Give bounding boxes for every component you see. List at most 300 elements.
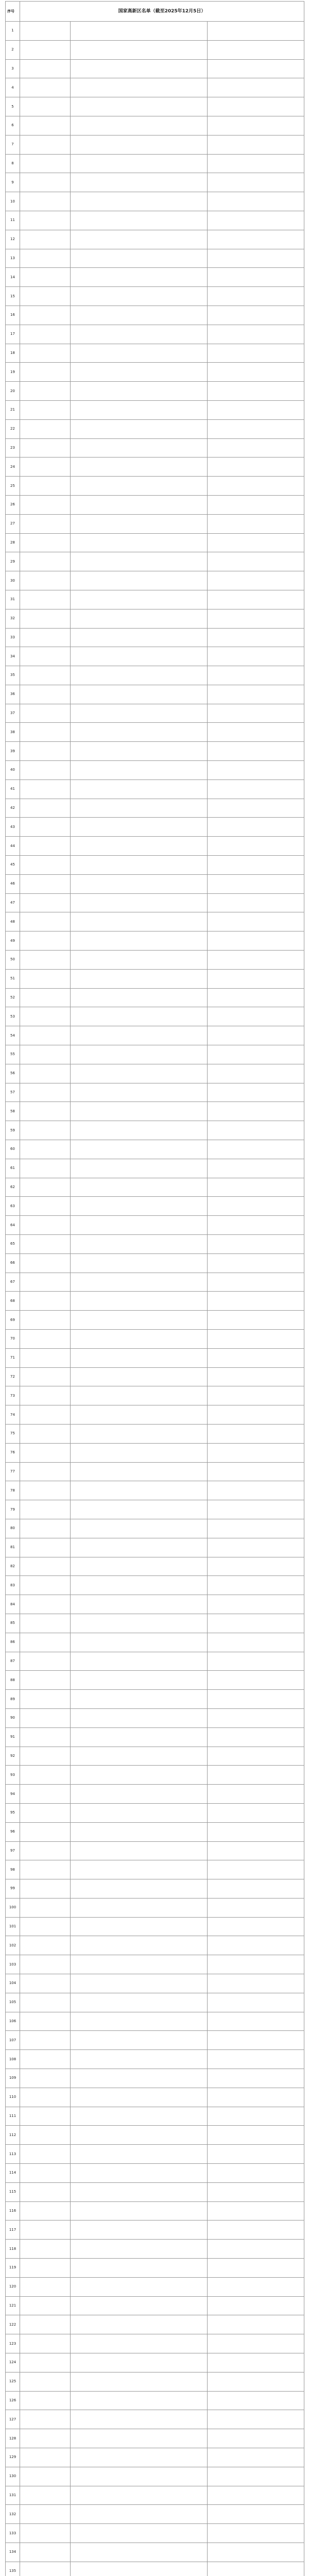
row-region <box>20 1538 71 1557</box>
row-region <box>20 1292 71 1311</box>
table-row <box>6 1292 304 1311</box>
row-approval-date <box>208 1917 304 1936</box>
row-zone-name <box>71 704 208 723</box>
row-region <box>20 552 71 571</box>
row-zone-name <box>71 2524 208 2543</box>
table-row <box>6 988 304 1007</box>
row-number: 110 <box>6 2088 20 2107</box>
row-zone-name <box>71 1955 208 1974</box>
row-zone-name <box>71 2410 208 2429</box>
row-number: 12 <box>6 230 20 249</box>
table-row <box>6 1690 304 1709</box>
table-row <box>6 1595 304 1614</box>
row-number: 67 <box>6 1273 20 1292</box>
table-row <box>6 230 304 249</box>
row-region <box>20 761 71 780</box>
row-approval-date <box>208 951 304 970</box>
row-zone-name <box>71 1708 208 1727</box>
row-region <box>20 2448 71 2467</box>
row-region <box>20 40 71 59</box>
row-number: 129 <box>6 2448 20 2467</box>
row-region <box>20 2012 71 2031</box>
table-row <box>6 609 304 628</box>
table-row <box>6 154 304 173</box>
row-number: 83 <box>6 1576 20 1595</box>
row-zone-name <box>71 1974 208 1993</box>
row-approval-date <box>208 779 304 799</box>
row-number: 81 <box>6 1538 20 1557</box>
row-zone-name <box>71 1121 208 1140</box>
row-approval-date <box>208 1803 304 1822</box>
row-region <box>20 1766 71 1785</box>
row-region <box>20 1273 71 1292</box>
row-zone-name <box>71 1519 208 1538</box>
row-zone-name <box>71 230 208 249</box>
row-region <box>20 571 71 590</box>
row-number: 106 <box>6 2012 20 2031</box>
row-number: 35 <box>6 666 20 685</box>
row-zone-name <box>71 1841 208 1860</box>
row-region <box>20 59 71 78</box>
row-approval-date <box>208 2372 304 2391</box>
table-row <box>6 2088 304 2107</box>
row-region <box>20 1045 71 1064</box>
row-approval-date <box>208 1690 304 1709</box>
row-approval-date <box>208 912 304 931</box>
row-zone-name <box>71 2012 208 2031</box>
table-row <box>6 2221 304 2240</box>
row-region <box>20 1140 71 1159</box>
row-number: 76 <box>6 1443 20 1462</box>
table-row <box>6 59 304 78</box>
row-region <box>20 382 71 401</box>
row-zone-name <box>71 59 208 78</box>
row-number: 14 <box>6 268 20 287</box>
row-region <box>20 1064 71 1083</box>
row-zone-name <box>71 2429 208 2448</box>
row-region <box>20 1879 71 1899</box>
table-row <box>6 2334 304 2353</box>
table-row <box>6 969 304 988</box>
row-approval-date <box>208 609 304 628</box>
row-zone-name <box>71 685 208 704</box>
row-region <box>20 400 71 419</box>
row-approval-date <box>208 2486 304 2505</box>
row-number: 96 <box>6 1822 20 1841</box>
row-number: 69 <box>6 1311 20 1330</box>
row-number: 34 <box>6 647 20 666</box>
table-row <box>6 1462 304 1481</box>
table-row <box>6 495 304 514</box>
row-region <box>20 837 71 856</box>
row-approval-date <box>208 230 304 249</box>
row-approval-date <box>208 1367 304 1386</box>
row-region <box>20 2031 71 2050</box>
table-row <box>6 1329 304 1348</box>
row-zone-name <box>71 1690 208 1709</box>
row-approval-date <box>208 325 304 344</box>
table-row <box>6 666 304 685</box>
row-number: 13 <box>6 249 20 268</box>
row-zone-name <box>71 2448 208 2467</box>
row-number: 127 <box>6 2410 20 2429</box>
row-zone-name <box>71 1898 208 1917</box>
row-zone-name <box>71 1538 208 1557</box>
table-row <box>6 382 304 401</box>
row-region <box>20 533 71 552</box>
row-number: 9 <box>6 173 20 192</box>
row-region <box>20 2088 71 2107</box>
row-zone-name <box>71 533 208 552</box>
row-region <box>20 2486 71 2505</box>
row-region <box>20 2296 71 2315</box>
row-number: 63 <box>6 1197 20 1216</box>
row-approval-date <box>208 704 304 723</box>
row-number: 49 <box>6 931 20 951</box>
row-number: 59 <box>6 1121 20 1140</box>
row-region <box>20 1917 71 1936</box>
row-number: 5 <box>6 97 20 116</box>
row-approval-date <box>208 1292 304 1311</box>
row-number: 51 <box>6 969 20 988</box>
row-approval-date <box>208 2240 304 2259</box>
row-region <box>20 742 71 761</box>
row-zone-name <box>71 1178 208 1197</box>
row-zone-name <box>71 2315 208 2334</box>
row-zone-name <box>71 1102 208 1121</box>
row-zone-name <box>71 382 208 401</box>
row-region <box>20 1727 71 1747</box>
row-zone-name <box>71 477 208 496</box>
row-region <box>20 2182 71 2201</box>
row-approval-date <box>208 477 304 496</box>
row-region <box>20 78 71 97</box>
row-approval-date <box>208 2259 304 2278</box>
row-approval-date <box>208 1898 304 1917</box>
table-row <box>6 1727 304 1747</box>
table-row <box>6 1785 304 1804</box>
table-row <box>6 552 304 571</box>
table-row <box>6 1898 304 1917</box>
row-approval-date <box>208 1519 304 1538</box>
table-row <box>6 1879 304 1899</box>
row-region <box>20 1197 71 1216</box>
row-zone-name <box>71 1197 208 1216</box>
row-approval-date <box>208 1026 304 1045</box>
row-number: 65 <box>6 1235 20 1254</box>
row-zone-name <box>71 856 208 875</box>
row-region <box>20 1652 71 1671</box>
table-row <box>6 2107 304 2126</box>
row-region <box>20 912 71 931</box>
row-region <box>20 1329 71 1348</box>
table-title-row <box>6 2 304 22</box>
row-approval-date <box>208 59 304 78</box>
row-number: 73 <box>6 1386 20 1405</box>
row-approval-date <box>208 1785 304 1804</box>
row-region <box>20 856 71 875</box>
row-approval-date <box>208 799 304 818</box>
row-region <box>20 685 71 704</box>
table-row <box>6 1367 304 1386</box>
table-row <box>6 1557 304 1576</box>
row-number: 87 <box>6 1652 20 1671</box>
table-row <box>6 325 304 344</box>
row-zone-name <box>71 40 208 59</box>
row-region <box>20 287 71 306</box>
row-zone-name <box>71 1159 208 1178</box>
table-row <box>6 97 304 116</box>
row-approval-date <box>208 2012 304 2031</box>
row-approval-date <box>208 1348 304 1367</box>
row-region <box>20 1386 71 1405</box>
row-region <box>20 438 71 457</box>
table-row <box>6 2259 304 2278</box>
row-number: 132 <box>6 2505 20 2524</box>
row-region <box>20 2467 71 2486</box>
table-row <box>6 1026 304 1045</box>
row-approval-date <box>208 1557 304 1576</box>
table-row <box>6 1519 304 1538</box>
table-row <box>6 1974 304 1993</box>
table-row <box>6 1140 304 1159</box>
row-region <box>20 893 71 912</box>
row-approval-date <box>208 628 304 647</box>
row-approval-date <box>208 2448 304 2467</box>
row-zone-name <box>71 2126 208 2145</box>
row-region <box>20 1253 71 1273</box>
row-number: 43 <box>6 818 20 837</box>
table-row <box>6 173 304 192</box>
table-row <box>6 2277 304 2296</box>
row-zone-name <box>71 97 208 116</box>
table-row <box>6 2296 304 2315</box>
row-zone-name <box>71 799 208 818</box>
table-row <box>6 419 304 438</box>
row-number: 44 <box>6 837 20 856</box>
row-number: 109 <box>6 2069 20 2088</box>
row-number: 70 <box>6 1329 20 1348</box>
row-number: 56 <box>6 1064 20 1083</box>
row-approval-date <box>208 1159 304 1178</box>
row-approval-date <box>208 1064 304 1083</box>
row-approval-date <box>208 2296 304 2315</box>
row-number: 92 <box>6 1747 20 1766</box>
row-region <box>20 2429 71 2448</box>
row-approval-date <box>208 590 304 609</box>
row-zone-name <box>71 2562 208 2576</box>
row-zone-name <box>71 400 208 419</box>
row-approval-date <box>208 2505 304 2524</box>
row-number: 48 <box>6 912 20 931</box>
row-zone-name <box>71 931 208 951</box>
row-region <box>20 1822 71 1841</box>
table-row <box>6 2448 304 2467</box>
row-number: 32 <box>6 609 20 628</box>
row-number: 122 <box>6 2315 20 2334</box>
row-approval-date <box>208 666 304 685</box>
table-row <box>6 438 304 457</box>
row-number: 113 <box>6 2145 20 2164</box>
row-approval-date <box>208 969 304 988</box>
table-row <box>6 2182 304 2201</box>
row-region <box>20 1348 71 1367</box>
row-number: 89 <box>6 1690 20 1709</box>
row-zone-name <box>71 211 208 230</box>
table-row <box>6 704 304 723</box>
row-approval-date <box>208 192 304 211</box>
row-approval-date <box>208 2164 304 2183</box>
table-row <box>6 2050 304 2069</box>
row-approval-date <box>208 1974 304 1993</box>
row-region <box>20 1974 71 1993</box>
row-approval-date <box>208 78 304 97</box>
table-row <box>6 1064 304 1083</box>
row-zone-name <box>71 154 208 173</box>
row-region <box>20 931 71 951</box>
row-zone-name <box>71 78 208 97</box>
row-region <box>20 951 71 970</box>
row-zone-name <box>71 1557 208 1576</box>
row-zone-name <box>71 2164 208 2183</box>
row-number: 41 <box>6 779 20 799</box>
row-zone-name <box>71 1803 208 1822</box>
table-row <box>6 742 304 761</box>
row-zone-name <box>71 1936 208 1955</box>
row-region <box>20 249 71 268</box>
row-approval-date <box>208 1879 304 1899</box>
row-region <box>20 704 71 723</box>
row-region <box>20 628 71 647</box>
table-row <box>6 1955 304 1974</box>
table-row <box>6 628 304 647</box>
row-approval-date <box>208 2031 304 2050</box>
table-row <box>6 2467 304 2486</box>
row-zone-name <box>71 1633 208 1652</box>
row-approval-date <box>208 1140 304 1159</box>
row-zone-name <box>71 419 208 438</box>
row-zone-name <box>71 1348 208 1367</box>
row-region <box>20 192 71 211</box>
row-approval-date <box>208 1652 304 1671</box>
table-row <box>6 2543 304 2562</box>
row-zone-name <box>71 306 208 325</box>
row-approval-date <box>208 1311 304 1330</box>
row-region <box>20 325 71 344</box>
row-number: 10 <box>6 192 20 211</box>
row-number: 120 <box>6 2277 20 2296</box>
row-number: 86 <box>6 1633 20 1652</box>
row-approval-date <box>208 1936 304 1955</box>
row-region <box>20 2562 71 2576</box>
row-number: 68 <box>6 1292 20 1311</box>
row-number: 105 <box>6 1993 20 2012</box>
row-region <box>20 969 71 988</box>
row-zone-name <box>71 2296 208 2315</box>
table-row <box>6 818 304 837</box>
row-region <box>20 135 71 154</box>
row-number: 98 <box>6 1860 20 1879</box>
row-zone-name <box>71 2088 208 2107</box>
row-approval-date <box>208 1386 304 1405</box>
row-approval-date <box>208 685 304 704</box>
row-zone-name <box>71 893 208 912</box>
row-approval-date <box>208 552 304 571</box>
row-number: 8 <box>6 154 20 173</box>
row-number: 66 <box>6 1253 20 1273</box>
row-number: 133 <box>6 2524 20 2543</box>
row-zone-name <box>71 1311 208 1330</box>
row-approval-date <box>208 1405 304 1425</box>
row-number: 6 <box>6 116 20 135</box>
row-region <box>20 2126 71 2145</box>
row-approval-date <box>208 1595 304 1614</box>
row-number: 28 <box>6 533 20 552</box>
table-row <box>6 799 304 818</box>
row-zone-name <box>71 1766 208 1785</box>
table-row <box>6 571 304 590</box>
row-zone-name <box>71 571 208 590</box>
row-approval-date <box>208 1708 304 1727</box>
row-approval-date <box>208 2069 304 2088</box>
row-zone-name <box>71 2240 208 2259</box>
table-row <box>6 837 304 856</box>
row-region <box>20 1860 71 1879</box>
row-approval-date <box>208 2277 304 2296</box>
row-region <box>20 2334 71 2353</box>
table-title: 国家高新区名单（截至2025年12月5日） <box>20 2 304 22</box>
row-number: 58 <box>6 1102 20 1121</box>
row-zone-name <box>71 1595 208 1614</box>
table-row <box>6 268 304 287</box>
row-number: 123 <box>6 2334 20 2353</box>
table-row <box>6 685 304 704</box>
row-approval-date <box>208 988 304 1007</box>
table-row <box>6 1614 304 1633</box>
row-zone-name <box>71 1140 208 1159</box>
row-region <box>20 514 71 533</box>
row-zone-name <box>71 1671 208 1690</box>
table-row <box>6 1102 304 1121</box>
table-row <box>6 874 304 893</box>
row-approval-date <box>208 287 304 306</box>
row-zone-name <box>71 969 208 988</box>
row-number: 19 <box>6 363 20 382</box>
row-approval-date <box>208 154 304 173</box>
row-approval-date <box>208 1253 304 1273</box>
row-approval-date <box>208 1424 304 1443</box>
row-number: 55 <box>6 1045 20 1064</box>
row-region <box>20 230 71 249</box>
row-approval-date <box>208 457 304 477</box>
row-number: 33 <box>6 628 20 647</box>
table-row <box>6 1273 304 1292</box>
row-zone-name <box>71 1727 208 1747</box>
row-number: 47 <box>6 893 20 912</box>
table-row <box>6 400 304 419</box>
row-zone-name <box>71 1652 208 1671</box>
row-approval-date <box>208 495 304 514</box>
table-row <box>6 2486 304 2505</box>
table-row <box>6 1083 304 1102</box>
row-region <box>20 2201 71 2221</box>
row-number: 114 <box>6 2164 20 2183</box>
row-region <box>20 799 71 818</box>
row-number: 11 <box>6 211 20 230</box>
row-region <box>20 116 71 135</box>
row-zone-name <box>71 363 208 382</box>
row-region <box>20 1405 71 1425</box>
